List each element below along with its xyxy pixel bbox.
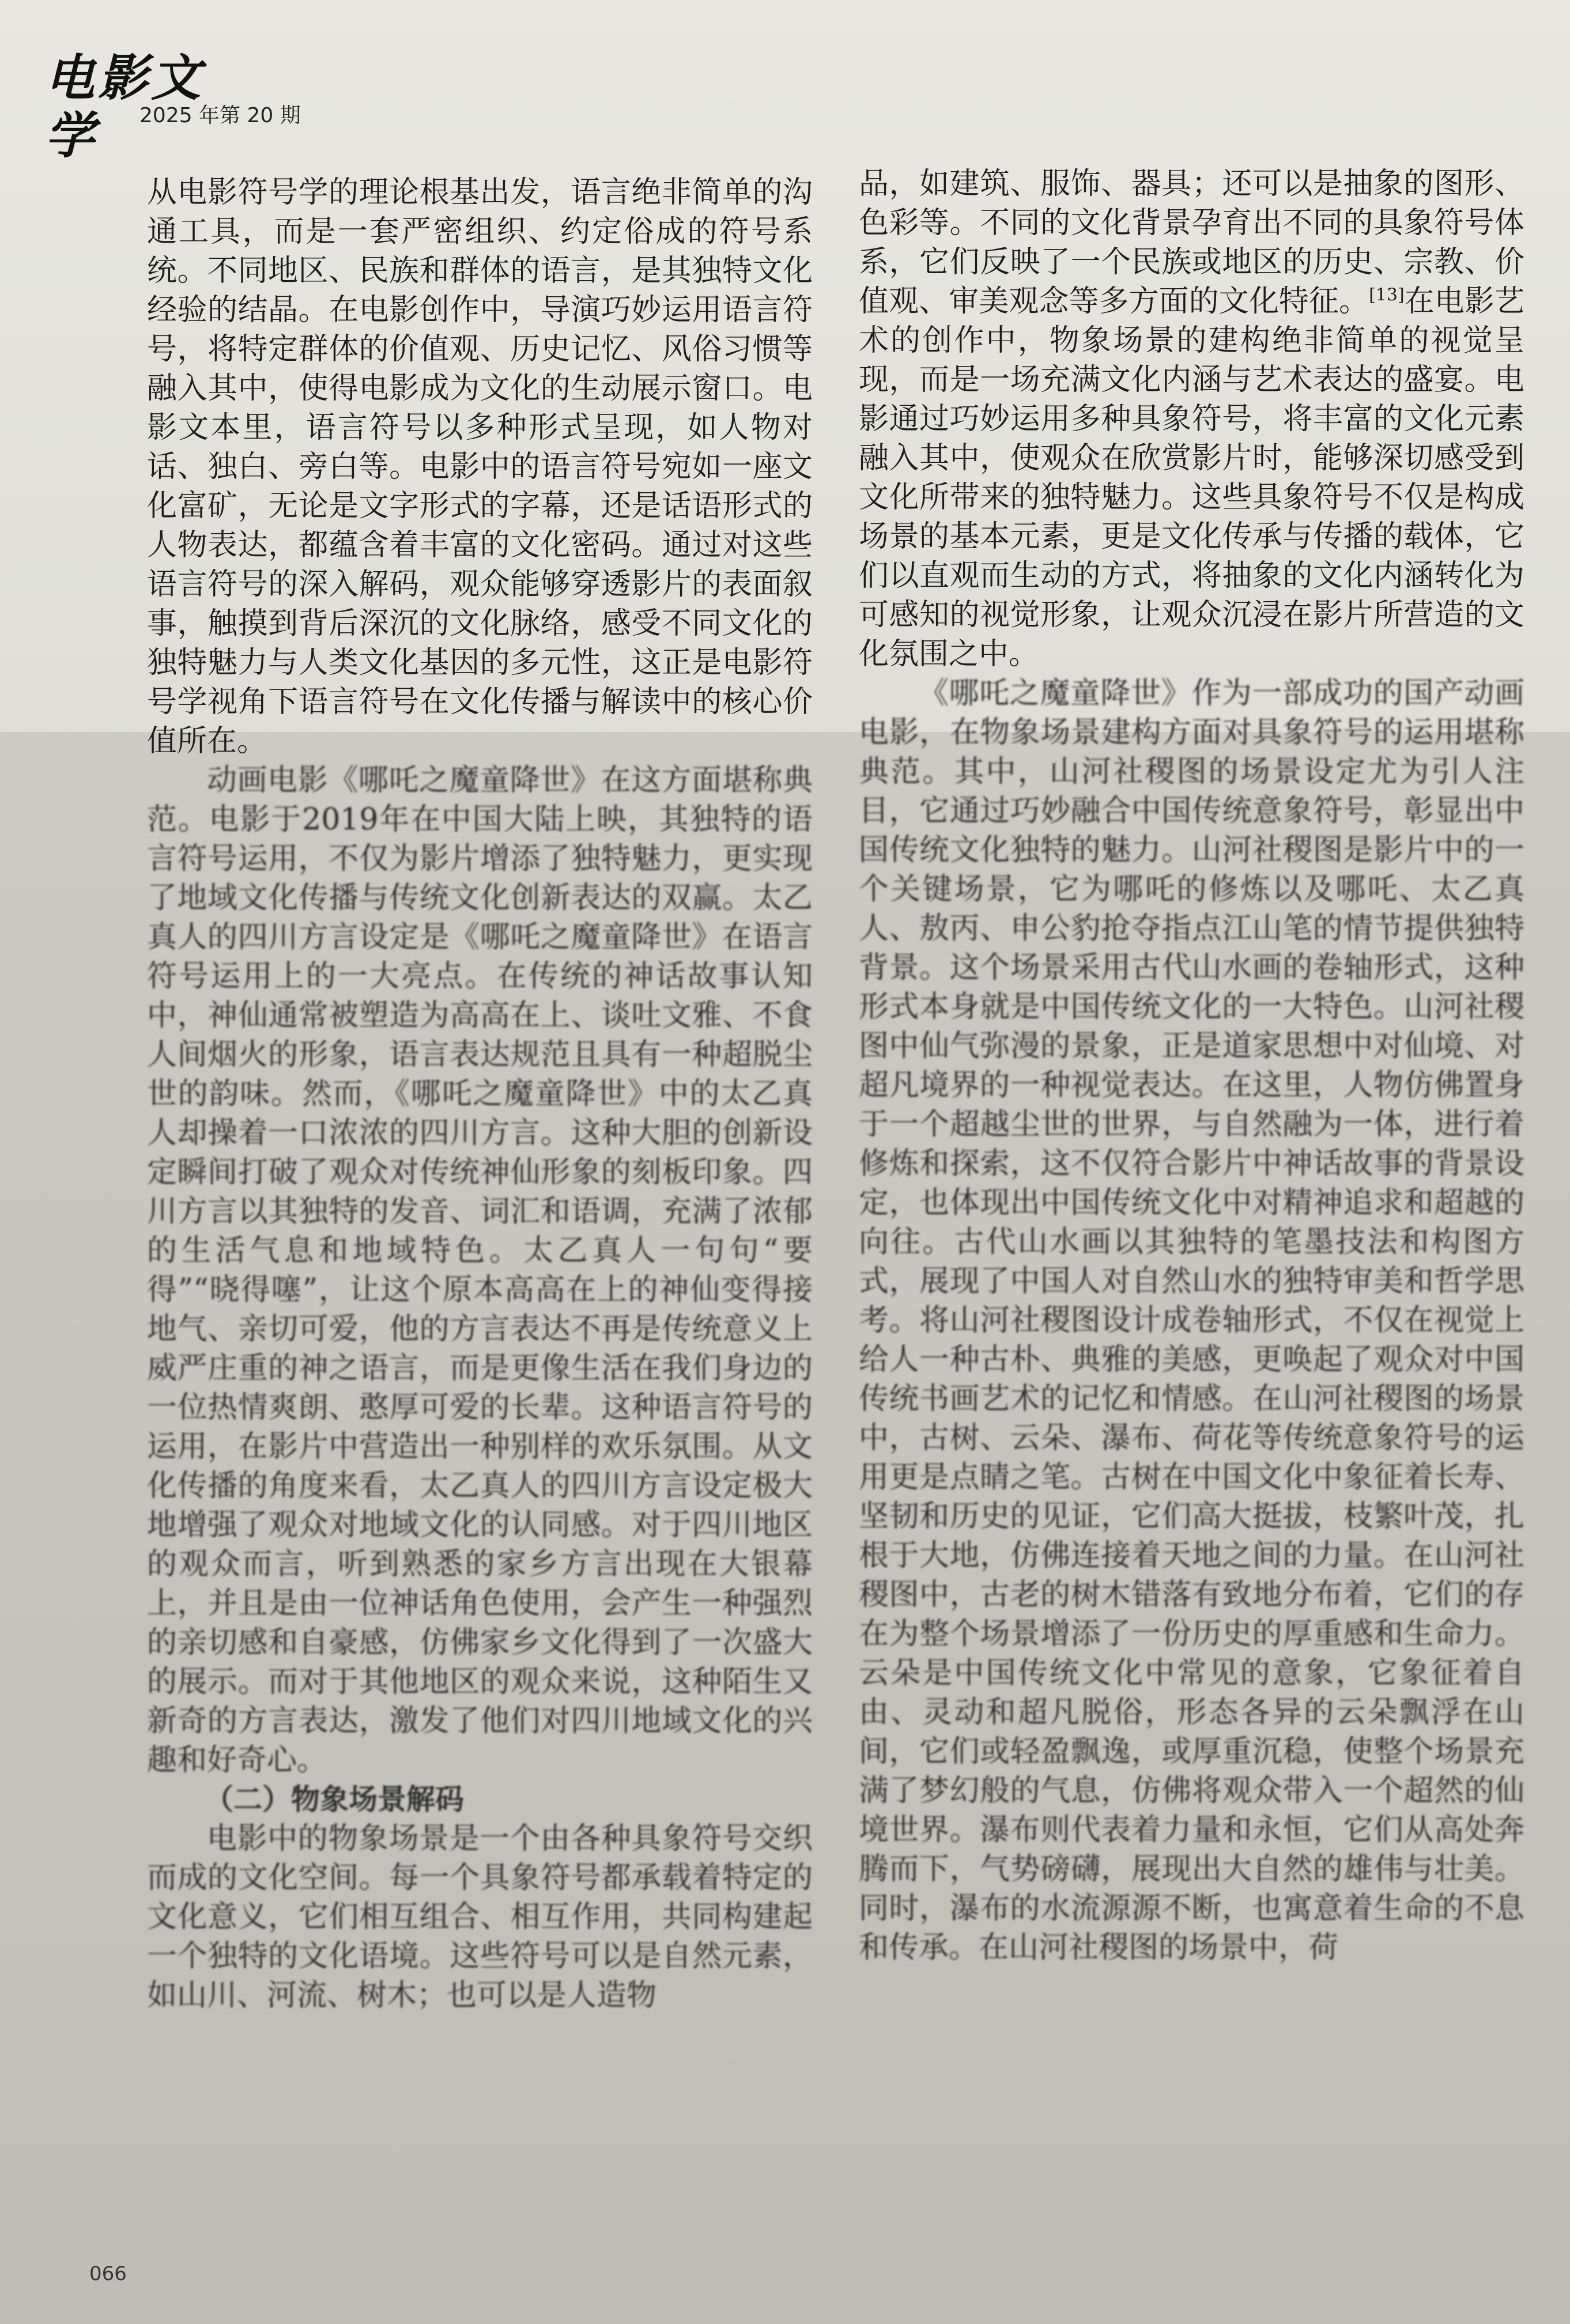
issue-label: 2025 年第 20 期 (139, 104, 301, 127)
right-column (859, 164, 1524, 1967)
right-paragraph-1 (859, 164, 1524, 674)
section-heading: （二）物象场景解码 (205, 1782, 464, 1816)
right-paragraph-1-b: 在电影艺术的创作中，物象场景的建构绝非简单的视觉呈现，而是一场充满文化内涵与艺术表达的盛宴。电影通过巧妙运用多种具象符号，将丰富的文化元素融入其中，使观众在欣赏影片时，能够深切感受到文化所带来的独特魅力。这些具象符号不仅是构成场景的基本元素，更是文化传承与传播的载体，它们以直观而生动的方式，将抽象的文化内涵转化为可感知的视觉形象，让观众沉浸在影片所营造的文化氛围之中。 (859, 284, 1524, 671)
right-paragraph-1-a: 品，如建筑、服饰、器具；还可以是抽象的图形、色彩等。不同的文化背景孕育出不同的具象符号体系，它们反映了一个民族或地区的历史、宗教、价值观、审美观念等多方面的文化特征。 (859, 167, 1524, 319)
left-paragraph-3: 电影中的物象场景是一个由各种具象符号交织而成的文化空间。每一个具象符号都承载着特定的文化意义，它们相互组合、相互作用，共同构建起一个独特的文化语境。这些符号可以是自然元素，如山川、河流、树木；也可以是人造物 (147, 1821, 813, 2013)
right-paragraph-2: 《哪吒之魔童降世》作为一部成功的国产动画电影，在物象场景建构方面对具象符号的运用堪称典范。其中，山河社稷图的场景设定尤为引人注目，它通过巧妙融合中国传统意象符号，彰显出中国传统文化独特的魅力。山河社稷图是影片中的一个关键场景，它为哪吒的修炼以及哪吒、太乙真人、敖丙、申公豹抢夺指点江山笔的情节提供独特背景。这个场景采用古代山水画的卷轴形式，这种形式本身就是中国传统文化的一大特色。山河社稷图中仙气弥漫的景象，正是道家思想中对仙境、对超凡境界的一种视觉表达。在这里，人物仿佛置身于一个超越尘世的世界，与自然融为一体，进行着修炼和探索，这不仅符合影片中神话故事的背景设定，也体现出中国传统文化中对精神追求和超越的向往。古代山水画以其独特的笔墨技法和构图方式，展现了中国人对自然山水的独特审美和哲学思考。将山河社稷图设计成卷轴形式，不仅在视觉上给人一种古朴、典雅的美感，更唤起了观众对中国传统书画艺术的记忆和情感。在山河社稷图的场景中，古树、云朵、瀑布、荷花等传统意象符号的运用更是点睛之笔。古树在中国文化中象征着长寿、坚韧和历史的见证，它们高大挺拔，枝繁叶茂，扎根于大地，仿佛连接着天地之间的力量。在山河社稷图中，古老的树木错落有致地分布着，它们的存在为整个场景增添了一份历史的厚重感和生命力。云朵是中国传统文化中常见的意象，它象征着自由、灵动和超凡脱俗，形态各异的云朵飘浮在山间，它们或轻盈飘逸，或厚重沉稳，使整个场景充满了梦幻般的气息，仿佛将观众带入一个超然的仙境世界。瀑布则代表着力量和永恒，它们从高处奔腾而下，气势磅礴，展现出大自然的雄伟与壮美。同时，瀑布的水流源源不断，也寓意着生命的不息和传承。在山河社稷图的场景中，荷 (859, 676, 1524, 1965)
left-paragraph-2: 动画电影《哪吒之魔童降世》在这方面堪称典范。电影于2019年在中国大陆上映，其独特的语言符号运用，不仅为影片增添了独特魅力，更实现了地域文化传播与传统文化创新表达的双赢。太乙真人的四川方言设定是《哪吒之魔童降世》在语言符号运用上的一大亮点。在传统的神话故事认知中，神仙通常被塑造为高高在上、谈吐文雅、不食人间烟火的形象，语言表达规范且具有一种超脱尘世的韵味。然而，《哪吒之魔童降世》中的太乙真人却操着一口浓浓的四川方言。这种大胆的创新设定瞬间打破了观众对传统神仙形象的刻板印象。四川方言以其独特的发音、词汇和语调，充满了浓郁的生活气息和地域特色。太乙真人一句句“要得”“晓得噻”，让这个原本高高在上的神仙变得接地气、亲切可爱，他的方言表达不再是传统意义上威严庄重的神之语言，而是更像生活在我们身边的一位热情爽朗、憨厚可爱的长辈。这种语言符号的运用，在影片中营造出一种别样的欢乐氛围。从文化传播的角度来看，太乙真人的四川方言设定极大地增强了观众对地域文化的认同感。对于四川地区的观众而言，听到熟悉的家乡方言出现在大银幕上，并且是由一位神话角色使用，会产生一种强烈的亲切感和自豪感，仿佛家乡文化得到了一次盛大的展示。而对于其他地区的观众来说，这种陌生又新奇的方言表达，激发了他们对四川地域文化的兴趣和好奇心。 (147, 763, 813, 1778)
page-number: 066 (89, 2262, 127, 2285)
left-paragraph-1: 从电影符号学的理论根基出发，语言绝非简单的沟通工具，而是一套严密组织、约定俗成的符号系统。不同地区、民族和群体的语言，是其独特文化经验的结晶。在电影创作中，导演巧妙运用语言符号，将特定群体的价值观、历史记忆、风俗习惯等融入其中，使得电影成为文化的生动展示窗口。电影文本里，语言符号以多种形式呈现，如人物对话、独白、旁白等。电影中的语言符号宛如一座文化富矿，无论是文字形式的字幕，还是话语形式的人物表达，都蕴含着丰富的文化密码。通过对这些语言符号的深入解码，观众能够穿透影片的表面叙事，触摸到背后深沉的文化脉络，感受不同文化的独特魅力与人类文化基因的多元性，这正是电影符号学视角下语言符号在文化传播与解读中的核心价值所在。 (147, 175, 813, 759)
citation-marker: [13] (1369, 285, 1405, 305)
journal-title: 电影文学 (45, 49, 204, 165)
left-column (147, 173, 813, 2015)
